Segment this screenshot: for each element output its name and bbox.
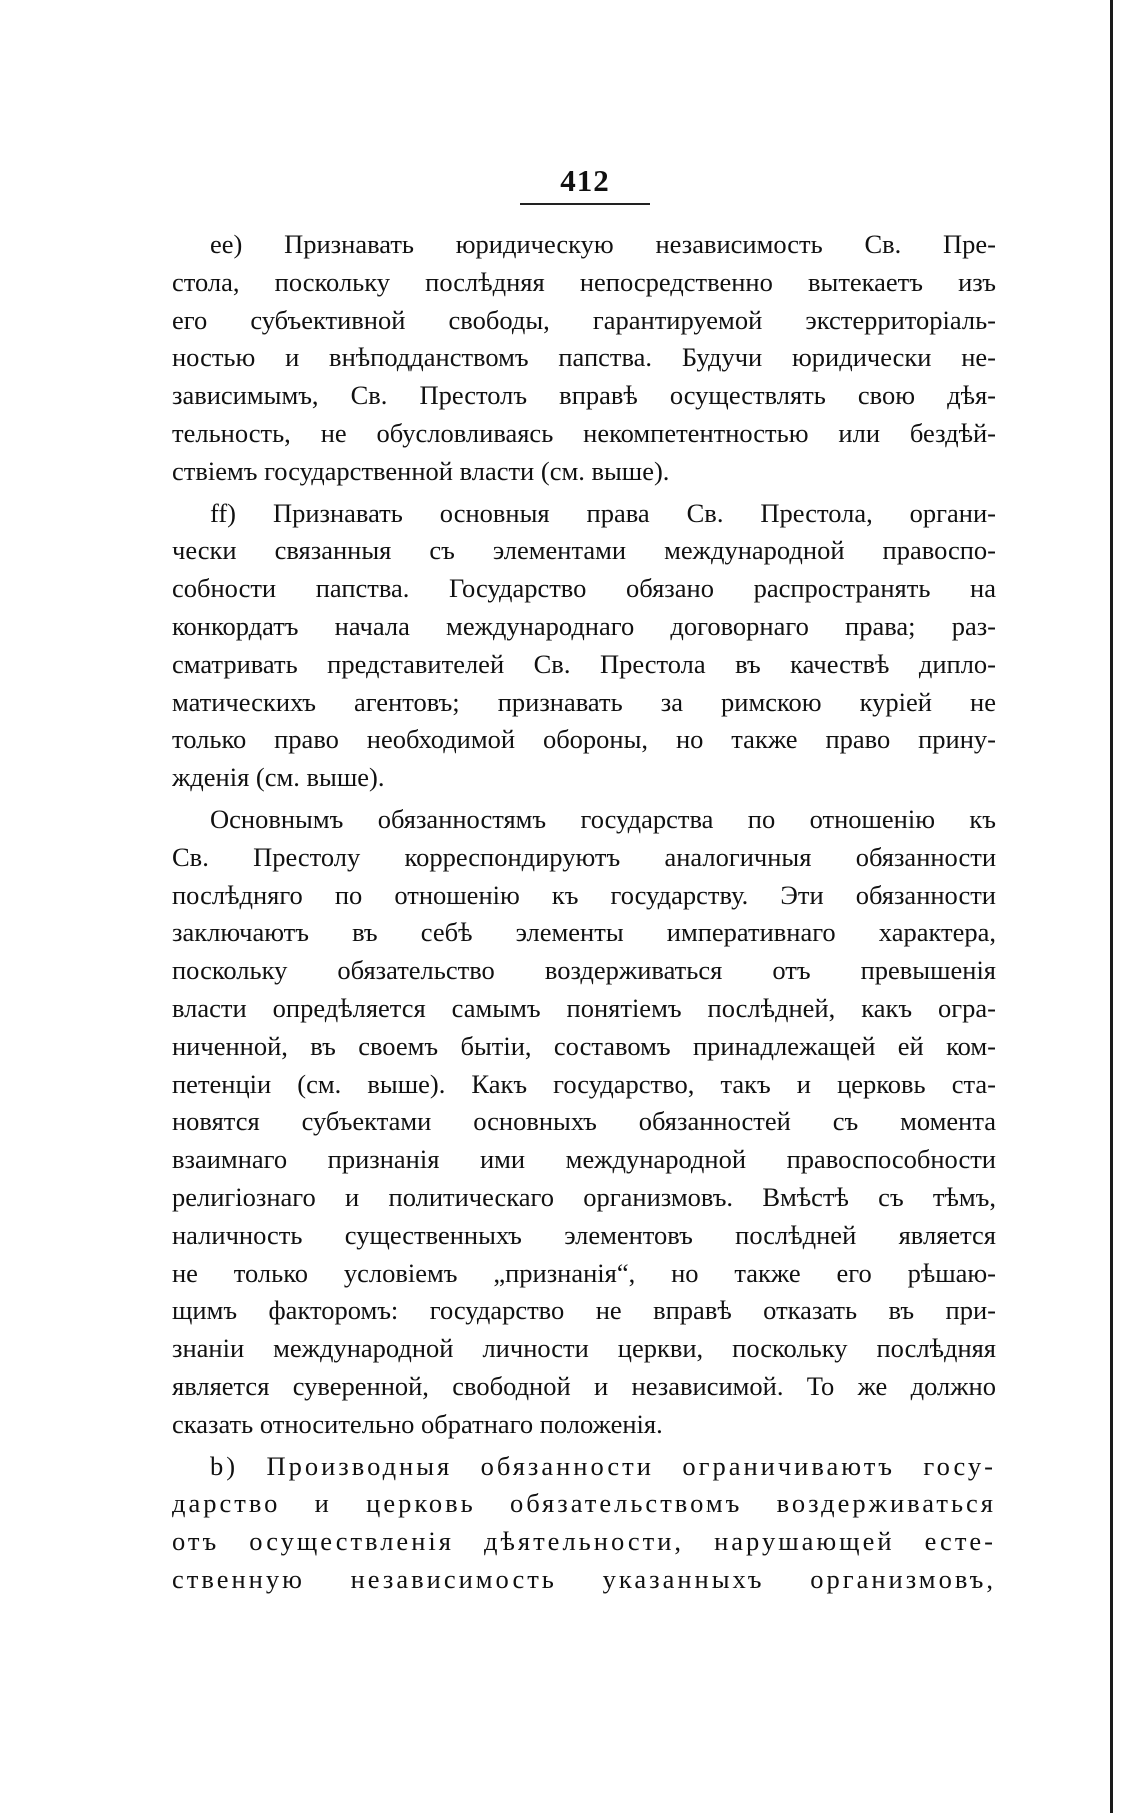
text-line: конкордатъ начала международнаго договорнаго права; раз- <box>172 610 996 641</box>
text-line: тельность, не обусловливаясь некомпетентностью или бездѣй- <box>172 417 996 448</box>
text-line: дарство и церковь обязательствомъ воздерживаться <box>172 1488 996 1519</box>
text-line: отъ осуществленія дѣятельности, нарушающей есте- <box>172 1526 996 1557</box>
text-line: ee) Признавать юридическую независимость Св. Пре- <box>210 229 996 259</box>
text-line: поскольку обязательство воздерживаться отъ превышенія <box>172 955 996 986</box>
text-line: ностью и внѣподданствомъ папства. Будучи юридически не- <box>172 342 996 373</box>
text-line: ff) Признавать основныя права Св. Престола, органи- <box>210 497 996 528</box>
page-edge-line <box>1110 0 1113 1813</box>
body-text <box>172 226 996 1599</box>
text-line: щимъ факторомъ: государство не вправѣ отказать въ при- <box>172 1295 996 1326</box>
text-line: зависимымъ, Св. Престолъ вправѣ осуществлять свою дѣя- <box>172 380 996 411</box>
text-line: знаніи международной личности церкви, поскольку послѣдняя <box>172 1333 996 1364</box>
text-line: ниченной, въ своемъ бытіи, составомъ принадлежащей ей ком- <box>172 1030 996 1061</box>
text-line: только право необходимой обороны, но также право прину- <box>172 724 996 755</box>
text-line: ственную независимость указанныхъ организмовъ, <box>172 1563 996 1594</box>
text-line: власти опредѣляется самымъ понятіемъ послѣдней, какъ огра- <box>172 992 996 1023</box>
text-line: является суверенной, свободной и независимой. То же должно <box>172 1370 996 1401</box>
text-line: сказать относительно обратнаго положенія. <box>172 1408 663 1439</box>
page-number: 412 <box>560 163 610 198</box>
page-number-rule <box>520 203 650 205</box>
text-line: ствіемъ государственной власти (см. выше). <box>172 455 670 486</box>
text-line: матическихъ агентовъ; признавать за римскою куріей не <box>172 686 996 717</box>
text-line: не только условіемъ „признанія“, но также его рѣшаю- <box>172 1257 996 1288</box>
text-line: Основнымъ обязанностямъ государства по отношенію къ <box>210 803 996 834</box>
text-line: Св. Престолу корреспондируютъ аналогичныя обязанности <box>172 841 996 872</box>
text-line: заключаютъ въ себѣ элементы императивнаго характера, <box>172 917 996 948</box>
text-line: новятся субъектами основныхъ обязанностей съ момента <box>172 1106 996 1137</box>
text-line: сматривать представителей Св. Престола въ качествѣ дипло- <box>172 648 996 679</box>
text-line: послѣдняго по отношенію къ государству. Эти обязанности <box>172 879 996 910</box>
text-line: религіознаго и политическаго организмовъ. Вмѣстѣ съ тѣмъ, <box>172 1181 996 1212</box>
text-line: чески связанныя съ элементами международной правоспо- <box>172 535 996 566</box>
text-line: петенціи (см. выше). Какъ государство, такъ и церковь ста- <box>172 1068 996 1099</box>
text-line: стола, поскольку послѣдняя непосредственно вытекаетъ изъ <box>172 266 996 297</box>
text-line: наличность существенныхъ элементовъ послѣдней является <box>172 1219 996 1250</box>
text-line: b) Производныя обязанности ограничиваютъ госу- <box>210 1450 996 1481</box>
text-line: его субъективной свободы, гарантируемой экстерриторіаль- <box>172 304 996 335</box>
text-line: жденія (см. выше). <box>172 762 385 793</box>
text-line: взаимнаго признанія ими международной правоспособности <box>172 1144 996 1175</box>
text-line: собности папства. Государство обязано распространять на <box>172 573 996 604</box>
